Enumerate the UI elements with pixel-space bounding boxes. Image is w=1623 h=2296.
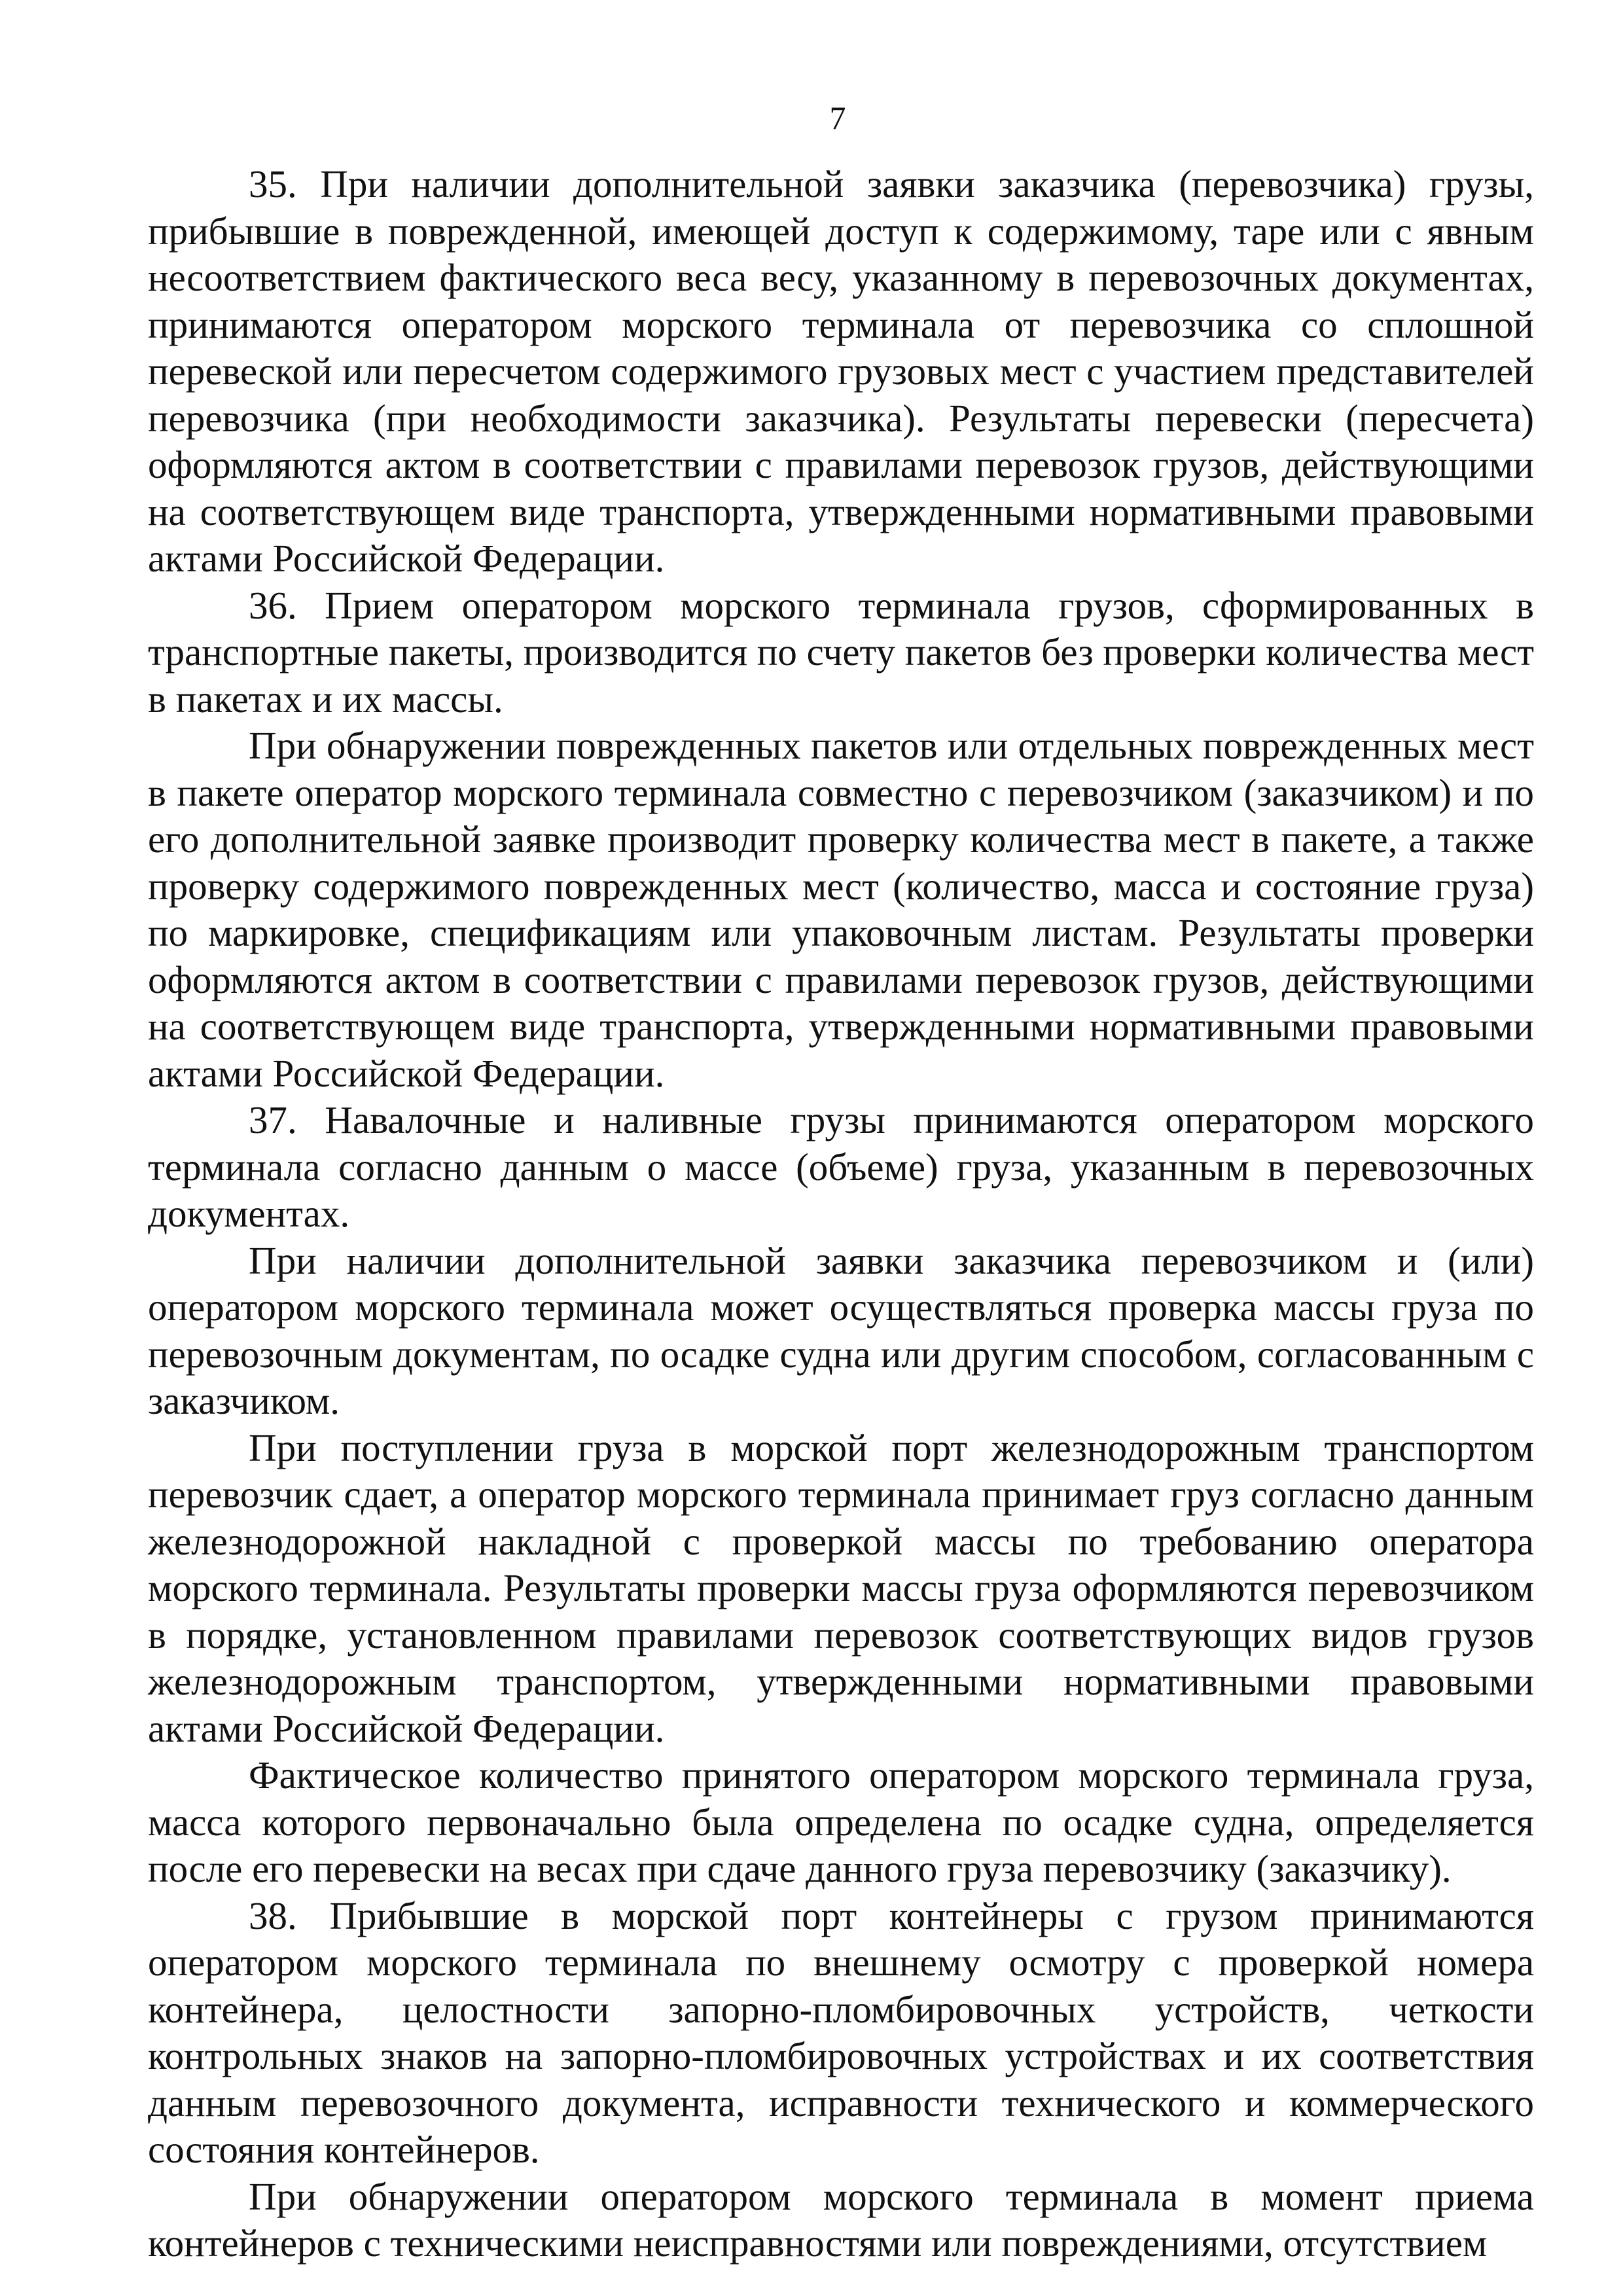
paragraph-37: 37. Навалочные и наливные грузы принимаются оператором морского терминала согласно данным о массе (объеме) груза, указанным в перевозочных документах.	[148, 1098, 1534, 1235]
paragraph-37-actual-quantity: Фактическое количество принятого оператором морского терминала груза, масса которого первоначально была определена по осадке судна, определяется после его перевески на весах при сдаче данного груза перевозчику (заказчику).	[148, 1753, 1534, 1890]
paragraph-36: 36. Прием оператором морского терминала грузов, сформированных в транспортные пакеты, производится по счету пакетов без проверки количества мест в пакетах и их массы.	[148, 583, 1534, 721]
paragraph-37-railway-delivery: При поступлении груза в морской порт железнодорожным транспортом перевозчик сдает, а оператор морского терминала принимает груз согласно данным железнодорожной накладной с проверкой массы по требованию оператора морского терминала. Результаты проверки массы груза оформляются перевозчиком в порядке, установленном правилами перевозок соответствующих видов грузов железнодорожным транспортом, утвержденными нормативными правовыми актами Российской Федерации.	[148, 1426, 1534, 1750]
paragraph-38-defects: При обнаружении оператором морского терминала в момент приема контейнеров с техническими неисправностями или повреждениями, отсутствием	[148, 2174, 1534, 2265]
document-body	[148, 161, 1534, 2267]
paragraph-35: 35. При наличии дополнительной заявки заказчика (перевозчика) грузы, прибывшие в поврежденной, имеющей доступ к содержимому, таре или с явным несоответствием фактического веса весу, указанному в перевозочных документах, принимаются оператором морского терминала от перевозчика со сплошной перевеской или пересчетом содержимого грузовых мест с участием представителей перевозчика (при необходимости заказчика). Результаты перевески (пересчета) оформляются актом в соответствии с правилами перевозок грузов, действующими на соответствующем виде транспорта, утвержденными нормативными правовыми актами Российской Федерации.	[148, 162, 1534, 580]
paragraph-37-additional-request: При наличии дополнительной заявки заказчика перевозчиком и (или) оператором морского терминала может осуществляться проверка массы груза по перевозочным документам, по осадке судна или другим способом, согласованным с заказчиком.	[148, 1238, 1534, 1422]
paragraph-38: 38. Прибывшие в морской порт контейнеры с грузом принимаются оператором морского терминала по внешнему осмотру с проверкой номера контейнера, целостности запорно-пломбировочных устройств, четкости контрольных знаков на запорно-пломбировочных устройствах и их соответствия данным перевозочного документа, исправности технического и коммерческого состояния контейнеров.	[148, 1893, 1534, 2171]
page-number: 7	[829, 99, 846, 136]
paragraph-36-damaged-packages: При обнаружении поврежденных пакетов или отдельных поврежденных мест в пакете оператор морского терминала совместно с перевозчиком (заказчиком) и по его дополнительной заявке производит проверку количества мест в пакете, а также проверку содержимого поврежденных мест (количество, масса и состояние груза) по маркировке, спецификациям или упаковочным листам. Результаты проверки оформляются актом в соответствии с правилами перевозок грузов, действующими на соответствующем виде транспорта, утвержденными нормативными правовыми актами Российской Федерации.	[148, 724, 1534, 1095]
